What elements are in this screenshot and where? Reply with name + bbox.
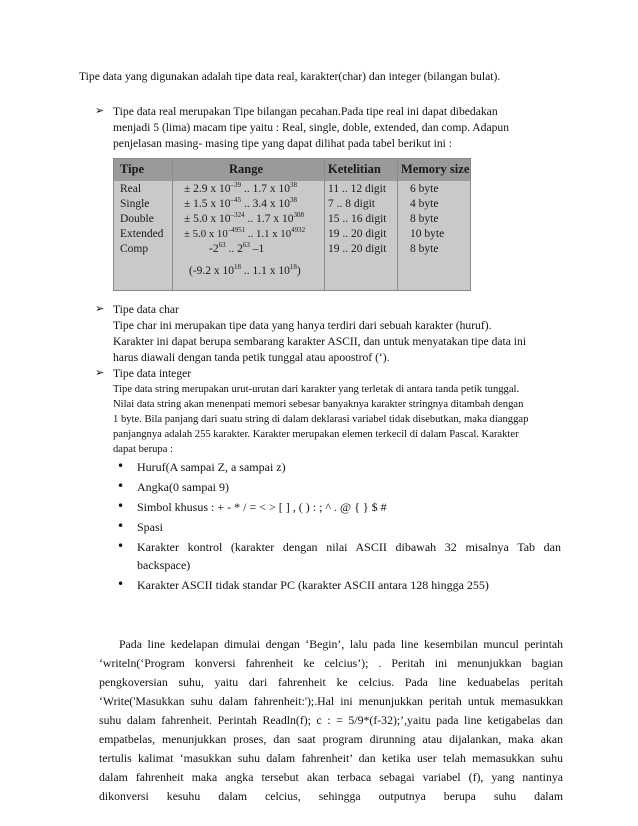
cell-ketelitian: 11 .. 12 digit — [328, 183, 387, 195]
bullet-dot-icon: • — [117, 499, 125, 513]
integer-line-1: Tipe data string merupakan urut-urutan dari karakter yang terletak di antara tanda petik tunggal. — [113, 384, 520, 395]
paragraph-line-9: dikonversi kesuhu dalam celcius, sehingga outputnya berupa suhu dalam — [99, 789, 563, 803]
cell-range: ± 5.0 x $10^{-4951}$ .. 1.1 x $10^{4932}$ — [184, 226, 306, 240]
bullet-dot-icon: • — [117, 539, 125, 553]
list-item: Angka(0 sampai 9) — [137, 480, 229, 494]
arrow-bullet-icon: ➢ — [95, 104, 105, 117]
cell-range: ± 1.5 x $10^{-45}$ .. 3.4 x $10^{38}$ — [184, 196, 297, 210]
cell-range-comp-extra: (-9.2 x $10^{18}$ .. 1.1 x $10^{18}$) — [189, 263, 301, 277]
header-range: Range — [229, 162, 264, 176]
bullet-dot-icon: • — [117, 519, 125, 533]
cell-tipe: Single — [120, 198, 150, 210]
list-item: Karakter kontrol (karakter dengan nilai ASCII dibawah 32 misalnya Tab dan — [137, 540, 561, 554]
cell-range: ± 2.9 x $10^{-39}$ .. 1.7 x $10^{38}$ — [184, 181, 297, 195]
integer-line-3: 1 byte. Bila panjang dari suatu string di dalam deklarasi variabel tidak disebutkan, maka dianggap — [113, 414, 529, 425]
char-title: Tipe data char — [113, 303, 179, 316]
cell-memory: 8 byte — [410, 243, 439, 255]
list-item: Simbol khusus : + - * / = < > [ ] , ( ) : ; ^ . @ { } $ # — [137, 500, 387, 514]
real-line-2: menjadi 5 (lima) macam tipe yaitu : Real, single, doble, extended, dan comp. Adapun — [113, 121, 510, 134]
real-types-table — [113, 158, 471, 291]
integer-line-2: Nilai data string akan menenpati memori sebesar banyaknya karakter stringnya ditambah dengan — [113, 399, 524, 410]
cell-tipe: Real — [120, 183, 142, 195]
cell-tipe: Comp — [120, 243, 149, 255]
header-memory-size: Memory size — [401, 162, 470, 176]
real-line-3: penjelasan masing- masing tipe yang dapat dilihat pada tabel berikut ini : — [113, 137, 453, 150]
cell-memory: 10 byte — [410, 228, 445, 240]
cell-ketelitian: 15 .. 16 digit — [328, 213, 387, 225]
cell-memory: 8 byte — [410, 213, 439, 225]
integer-title: Tipe data integer — [113, 367, 192, 380]
bullet-dot-icon: • — [117, 577, 125, 591]
paragraph-line-7: tertulis kalimat ‘masukkan suhu dalam fahrenheit’ dan ketika user telah memasukkan suhu — [99, 751, 563, 765]
header-tipe: Tipe — [120, 162, 145, 176]
list-item: Spasi — [137, 520, 164, 534]
paragraph-line-3: pengkoversian suhu, yaitu dari fahrenheit ke celcius. Pada line keduabelas peritah — [99, 675, 563, 689]
paragraph-line-4: ‘Write('Masukkan suhu dalam fahrenheit:');.Hal ini menunjukkan peritah untuk memasukkan — [99, 694, 563, 708]
integer-line-4: panjangnya adalah 255 karakter. Karakter merupakan elemen terkecil di dalam Pascal. Karakter — [113, 429, 519, 440]
list-item-continued: backspace) — [137, 558, 191, 572]
integer-line-5: dapat berupa : — [113, 444, 174, 455]
list-item: Karakter ASCII tidak standar PC (karakter ASCII antara 128 hingga 255) — [137, 578, 489, 592]
bullet-dot-icon: • — [117, 459, 125, 473]
cell-memory: 4 byte — [410, 198, 439, 210]
paragraph-line-6: empatbelas, menunjukkan proses, dan saat program dirunning atau dijalankan, maka akan — [99, 732, 563, 746]
intro-text: Tipe data yang digunakan adalah tipe data real, karakter(char) dan integer (bilangan bulat). — [79, 70, 501, 83]
cell-range: ± 5.0 x $10^{-324}$ .. 1.7 x $10^{308}$ — [184, 211, 304, 225]
arrow-bullet-icon: ➢ — [95, 366, 105, 379]
cell-ketelitian: 7 .. 8 digit — [328, 198, 375, 210]
char-line-2: Karakter ini dapat berupa sembarang karakter ASCII, dan untuk menyatakan tipe data ini — [113, 335, 527, 348]
cell-tipe: Extended — [120, 228, 164, 240]
real-line-1: Tipe data real merupakan Tipe bilangan pecahan.Pada tipe real ini dapat dibedakan — [113, 105, 498, 118]
cell-memory: 6 byte — [410, 183, 439, 195]
cell-tipe: Double — [120, 213, 154, 225]
paragraph-line-5: suhu dalam fahrenheit. Perintah Readln(f); c : = 5/9*(f-32);’,yaitu pada line ketigabelas dan — [99, 713, 563, 727]
cell-ketelitian: 19 .. 20 digit — [328, 228, 387, 240]
bullet-dot-icon: • — [117, 479, 125, 493]
char-line-3: harus diawali dengan tanda petik tunggal atau apoostrof (‘). — [113, 351, 390, 364]
list-item: Huruf(A sampai Z, a sampai z) — [137, 460, 286, 474]
arrow-bullet-icon: ➢ — [95, 302, 105, 315]
paragraph-line-8: dalam fahrenheit maka angka tersebut akan terbaca sebagai variabel (f), yang nantinya — [99, 770, 563, 784]
cell-range: $-2^{63}$ .. $2^{63}$ –1 — [209, 241, 265, 255]
paragraph-line-2: ‘writeln(‘Program konversi fahrenheit ke celcius’); . Peritah ini menunjukkan bagian — [99, 656, 563, 670]
header-ketelitian: Ketelitian — [328, 162, 381, 176]
paragraph-line-1: Pada line kedelapan dimulai dengan ‘Begin’, lalu pada line kesembilan muncul perintah — [119, 637, 563, 651]
cell-ketelitian: 19 .. 20 digit — [328, 243, 387, 255]
char-line-1: Tipe char ini merupakan tipe data yang hanya terdiri dari sebuah karakter (huruf). — [113, 319, 492, 332]
